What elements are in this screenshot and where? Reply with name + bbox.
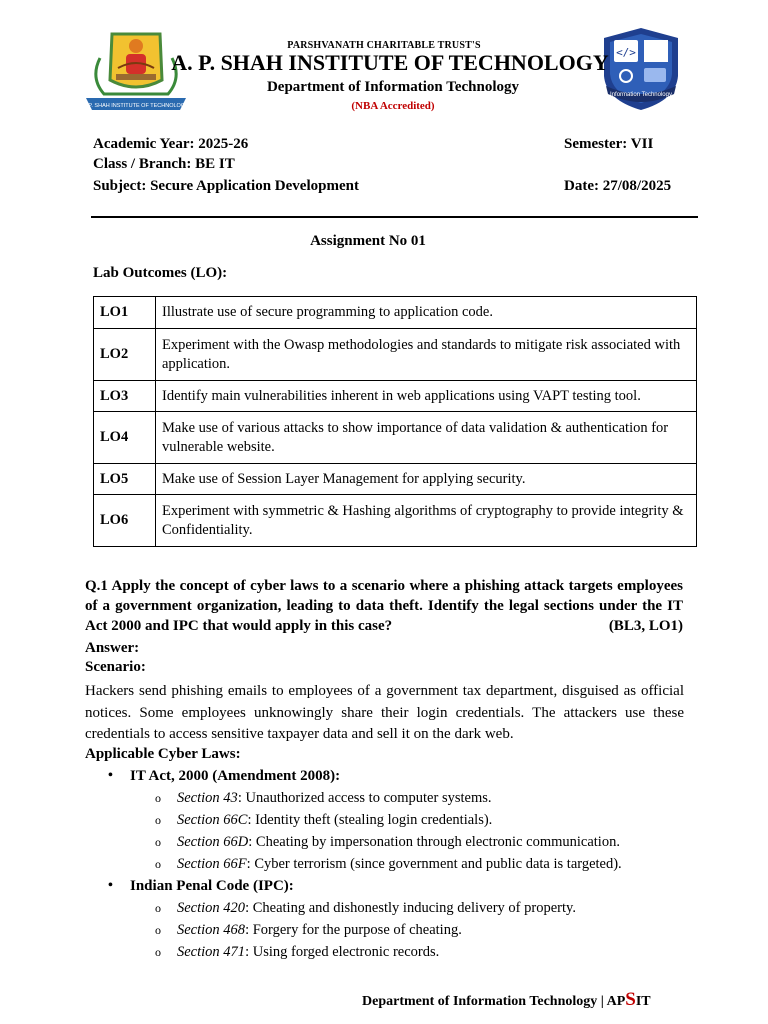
- scenario-label: Scenario:: [85, 659, 146, 675]
- header-divider: [91, 216, 698, 218]
- cyber-laws-label: Applicable Cyber Laws:: [85, 746, 241, 762]
- lo-code: LO3: [94, 381, 156, 412]
- section-name: Section 66F: [177, 856, 247, 872]
- section-desc: : Cheating by impersonation through electronic communication.: [248, 834, 620, 850]
- bullet-icon: •: [108, 878, 113, 893]
- date: Date: 27/08/2025: [564, 178, 672, 194]
- circle-bullet-icon: o: [155, 813, 161, 827]
- accreditation: (NBA Accredited): [351, 100, 435, 112]
- footer-brand-it: IT: [635, 994, 651, 1009]
- footer-brand-ap: AP: [606, 994, 626, 1009]
- left-logo-caption: A.P. SHAH INSTITUTE OF TECHNOLOGY: [83, 103, 189, 109]
- section-name: Section 43: [177, 790, 238, 806]
- bullet-icon: •: [108, 768, 113, 783]
- circle-bullet-icon: o: [155, 835, 161, 849]
- section-desc: : Cyber terrorism (since government and public data is targeted).: [246, 856, 622, 872]
- list-item: [155, 922, 462, 939]
- section-desc: : Using forged electronic records.: [245, 944, 440, 960]
- table-row: [94, 412, 697, 464]
- table-row: [94, 464, 697, 495]
- lab-outcomes-heading: Lab Outcomes (LO):: [93, 265, 228, 281]
- law-group-label: Indian Penal Code (IPC):: [130, 878, 294, 894]
- lo-code: LO4: [94, 412, 156, 464]
- lo-description: Make use of various attacks to show importance of data validation & authentication for vulnerable website.: [156, 412, 697, 464]
- table-row: [94, 381, 697, 412]
- law-group-title: [108, 768, 341, 785]
- lo-description: Experiment with the Owasp methodologies and standards to mitigate risk associated with application.: [156, 329, 697, 381]
- footer-department: Department of Information Technology |: [362, 994, 607, 1009]
- circle-bullet-icon: o: [155, 901, 161, 915]
- question-text: Q.1 Apply the concept of cyber laws to a scenario where a phishing attack targets employees of a government organization, leading to data theft. Identify the legal sections under the IT Act 2000 and IPC that would apply in this case?: [85, 578, 683, 634]
- trust-name: PARSHVANATH CHARITABLE TRUST'S: [287, 40, 481, 51]
- circle-bullet-icon: o: [155, 791, 161, 805]
- class-branch: Class / Branch: BE IT: [93, 156, 235, 172]
- list-item: [155, 834, 620, 851]
- lo-description: Experiment with symmetric & Hashing algorithms of cryptography to provide integrity & Confidentiality.: [156, 495, 697, 547]
- assignment-title: Assignment No 01: [310, 233, 426, 249]
- circle-bullet-icon: o: [155, 945, 161, 959]
- law-group-label: IT Act, 2000 (Amendment 2008):: [130, 768, 341, 784]
- lab-outcomes-table: [93, 296, 697, 547]
- section-name: Section 468: [177, 922, 246, 938]
- list-item: [155, 944, 440, 961]
- circle-bullet-icon: o: [155, 923, 161, 937]
- law-group-title: [108, 878, 294, 895]
- lo-description: Identify main vulnerabilities inherent in web applications using VAPT testing tool.: [156, 381, 697, 412]
- semester: Semester: VII: [564, 136, 654, 152]
- list-item: [155, 900, 576, 917]
- section-name: Section 471: [177, 944, 246, 960]
- lo-code: LO5: [94, 464, 156, 495]
- section-desc: : Cheating and dishonestly inducing delivery of property.: [245, 900, 576, 916]
- scenario-text: Hackers send phishing emails to employees of a government tax department, disguised as official notices. Some employees unknowingly share their login credentials. The attackers use these credentials to access sensitive taxpayer data and sell it on the dark web.: [85, 683, 684, 742]
- page-footer: [362, 989, 651, 1011]
- right-logo-caption: Information Technology: [610, 92, 672, 98]
- svg-text:</>: </>: [616, 46, 636, 59]
- question-tag: (BL3, LO1): [608, 618, 683, 634]
- list-item: [155, 812, 493, 829]
- footer-brand-s: S: [625, 989, 636, 1010]
- section-desc: : Forgery for the purpose of cheating.: [245, 922, 462, 938]
- list-item: [155, 790, 492, 807]
- subject: Subject: Secure Application Development: [93, 178, 359, 194]
- table-row: [94, 329, 697, 381]
- institute-name: A. P. SHAH INSTITUTE OF TECHNOLOGY: [171, 50, 609, 75]
- table-row: [94, 297, 697, 329]
- department-name: Department of Information Technology: [266, 79, 520, 95]
- academic-year: Academic Year: 2025-26: [93, 136, 249, 152]
- section-desc: : Unauthorized access to computer systems.: [237, 790, 492, 806]
- section-desc: : Identity theft (stealing login credentials).: [247, 812, 493, 828]
- section-name: Section 66D: [177, 834, 249, 850]
- lo-description: Illustrate use of secure programming to application code.: [156, 297, 697, 329]
- lo-code: LO1: [94, 297, 156, 329]
- section-name: Section 66C: [177, 812, 248, 828]
- lo-code: LO6: [94, 495, 156, 547]
- question-1: [85, 576, 683, 636]
- answer-label: Answer:: [85, 640, 140, 656]
- lo-description: Make use of Session Layer Management for applying security.: [156, 464, 697, 495]
- lo-code: LO2: [94, 329, 156, 381]
- list-item: [155, 856, 622, 873]
- circle-bullet-icon: o: [155, 857, 161, 871]
- section-name: Section 420: [177, 900, 246, 916]
- table-row: [94, 495, 697, 547]
